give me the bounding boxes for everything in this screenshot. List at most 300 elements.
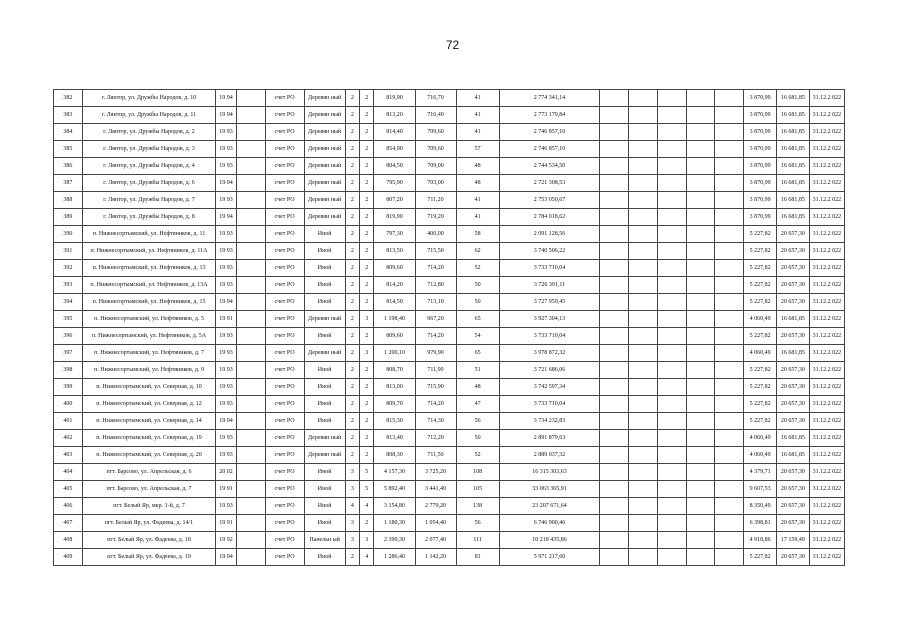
cell-empty [236,260,265,277]
cell-cost: 3 733 710,04 [499,328,600,345]
cell-empty [686,243,715,260]
cell-empty [686,311,715,328]
cell-empty [600,396,629,413]
cell-cost: 2 746 857,10 [499,124,600,141]
cell-account: счет РО [265,311,304,328]
cell-account: счет РО [265,158,304,175]
cell-empty [657,515,686,532]
cell-wall-material: Иной [304,413,345,430]
cell-empty [715,243,744,260]
cell-empty [600,379,629,396]
cell-area-total: 809,60 [374,260,415,277]
cell-empty [715,311,744,328]
cell-floors: 3 [345,481,359,498]
table-row [54,141,845,158]
cell-deadline: 31.12.2 022 [809,311,844,328]
cell-area-living: 712,20 [415,430,456,447]
cell-rate-limit: 20 657,30 [777,515,810,532]
cell-address: пгт. Белый Яр, ул. Фадеева, д. 18 [82,532,216,549]
cell-deadline: 31.12.2 022 [809,158,844,175]
cell-empty [657,362,686,379]
cell-year: 19 93 [216,498,237,515]
cell-deadline: 31.12.2 022 [809,549,844,566]
cell-entrances: 2 [360,192,374,209]
cell-residents: 65 [456,311,499,328]
cell-area-living: 711,50 [415,447,456,464]
cell-area-total: 814,50 [374,294,415,311]
cell-area-living: 714,30 [415,413,456,430]
cell-empty [236,192,265,209]
cell-number: 384 [54,124,83,141]
cell-number: 383 [54,107,83,124]
table-row [54,345,845,362]
cell-rate-per-sqm: 5 227,82 [744,379,777,396]
cell-account: счет РО [265,362,304,379]
cell-rate-per-sqm: 5 227,82 [744,294,777,311]
cell-number: 409 [54,549,83,566]
cell-address: п. Нижнесортымский, ул. Северная, д. 14 [82,413,216,430]
cell-rate-limit: 20 657,30 [777,277,810,294]
cell-wall-material: Деревян ный [304,175,345,192]
cell-number: 406 [54,498,83,515]
cell-empty [715,362,744,379]
cell-wall-material: Иной [304,498,345,515]
cell-floors: 2 [345,328,359,345]
cell-number: 403 [54,447,83,464]
cell-residents: 54 [456,328,499,345]
cell-empty [629,498,658,515]
cell-empty [686,175,715,192]
cell-wall-material: Иной [304,396,345,413]
cell-empty [236,226,265,243]
cell-area-living: 3 725,20 [415,464,456,481]
cell-rate-limit: 20 657,30 [777,413,810,430]
cell-empty [236,345,265,362]
cell-rate-limit: 16 681,85 [777,90,810,107]
cell-number: 389 [54,209,83,226]
cell-entrances: 2 [360,90,374,107]
cell-empty [657,549,686,566]
cell-wall-material: Деревян ный [304,447,345,464]
cell-rate-limit: 16 681,85 [777,430,810,447]
cell-number: 391 [54,243,83,260]
cell-area-living: 1 054,40 [415,515,456,532]
cell-empty [236,464,265,481]
cell-empty [657,107,686,124]
cell-empty [600,90,629,107]
cell-cost: 2 746 857,10 [499,141,600,158]
cell-empty [236,447,265,464]
cell-rate-per-sqm: 3 870,99 [744,175,777,192]
cell-empty [715,396,744,413]
cell-area-living: 713,10 [415,294,456,311]
cell-empty [657,90,686,107]
cell-residents: 111 [456,532,499,549]
cell-empty [629,362,658,379]
table-row [54,447,845,464]
cell-empty [657,481,686,498]
cell-year: 19 93 [216,141,237,158]
cell-rate-limit: 16 681,85 [777,311,810,328]
cell-account: счет РО [265,226,304,243]
cell-empty [686,328,715,345]
cell-empty [715,549,744,566]
cell-cost: 6 746 900,46 [499,515,600,532]
cell-empty [629,141,658,158]
cell-year: 19 93 [216,328,237,345]
cell-account: счет РО [265,515,304,532]
cell-empty [600,158,629,175]
cell-rate-limit: 20 657,30 [777,226,810,243]
cell-area-living: 714,20 [415,328,456,345]
cell-entrances: 3 [360,345,374,362]
cell-empty [629,379,658,396]
cell-area-total: 819,90 [374,209,415,226]
cell-floors: 2 [345,345,359,362]
cell-area-total: 795,90 [374,175,415,192]
table-row [54,107,845,124]
cell-empty [629,481,658,498]
cell-address: пгт. Белый Яр, мкр. 1-й, д. 7 [82,498,216,515]
cell-area-total: 807,20 [374,192,415,209]
cell-empty [236,158,265,175]
cell-empty [236,294,265,311]
cell-empty [715,209,744,226]
cell-address: г. Лянтор, ул. Дружбы Народов, д. 6 [82,175,216,192]
cell-empty [236,107,265,124]
cell-empty [657,192,686,209]
cell-wall-material: Деревян ный [304,430,345,447]
cell-empty [629,107,658,124]
cell-cost: 3 734 232,83 [499,413,600,430]
cell-cost: 5 971 217,60 [499,549,600,566]
table-row [54,90,845,107]
cell-year: 19 93 [216,243,237,260]
cell-number: 392 [54,260,83,277]
cell-empty [600,328,629,345]
cell-deadline: 31.12.2 022 [809,209,844,226]
cell-empty [715,107,744,124]
cell-floors: 2 [345,362,359,379]
cell-area-total: 1 180,30 [374,515,415,532]
page-number: 72 [445,38,460,52]
cell-empty [629,515,658,532]
cell-account: счет РО [265,430,304,447]
cell-account: счет РО [265,498,304,515]
cell-empty [715,175,744,192]
cell-address: п. Нижнесортымский, ул. Нефтяников, д. 11А [82,243,216,260]
cell-empty [236,362,265,379]
cell-floors: 3 [345,515,359,532]
cell-entrances: 2 [360,226,374,243]
cell-year: 19 91 [216,311,237,328]
cell-rate-per-sqm: 5 227,82 [744,549,777,566]
cell-address: г. Лянтор, ул. Дружбы Народов, д. 7 [82,192,216,209]
cell-area-living: 1 142,20 [415,549,456,566]
cell-cost: 3 727 959,45 [499,294,600,311]
cell-empty [657,260,686,277]
cell-rate-per-sqm: 9 607,53 [744,481,777,498]
cell-empty [600,345,629,362]
cell-entrances: 2 [360,294,374,311]
cell-number: 408 [54,532,83,549]
cell-floors: 3 [345,532,359,549]
cell-empty [686,141,715,158]
cell-year: 19 93 [216,379,237,396]
cell-year: 19 93 [216,447,237,464]
cell-residents: 62 [456,243,499,260]
table-row [54,464,845,481]
table-row [54,294,845,311]
cell-area-living: 967,20 [415,311,456,328]
cell-empty [236,141,265,158]
cell-rate-per-sqm: 3 870,99 [744,90,777,107]
cell-account: счет РО [265,549,304,566]
cell-floors: 2 [345,379,359,396]
cell-empty [715,294,744,311]
cell-cost: 10 218 435,86 [499,532,600,549]
cell-rate-per-sqm: 5 227,82 [744,396,777,413]
cell-floors: 2 [345,294,359,311]
cell-address: п. Нижнесортымский, ул. Нефтяников, д. 13 [82,260,216,277]
cell-entrances: 2 [360,447,374,464]
cell-area-living: 703,00 [415,175,456,192]
cell-empty [715,413,744,430]
cell-floors: 3 [345,464,359,481]
cell-empty [686,379,715,396]
cell-cost: 3 740 506,22 [499,243,600,260]
cell-wall-material: Деревян ный [304,124,345,141]
cell-rate-per-sqm: 4 060,49 [744,430,777,447]
cell-residents: 108 [456,464,499,481]
cell-empty [657,430,686,447]
cell-rate-limit: 16 681,85 [777,107,810,124]
cell-entrances: 2 [360,396,374,413]
cell-address: пгт. Белый Яр, ул. Фадеева, д. 19 [82,549,216,566]
cell-empty [686,430,715,447]
cell-address: п. Нижнесортымский, ул. Нефтяников, д. 7 [82,345,216,362]
cell-area-living: 979,90 [415,345,456,362]
cell-cost: 3 733 710,04 [499,260,600,277]
cell-residents: 52 [456,447,499,464]
cell-empty [686,226,715,243]
cell-address: г. Лянтор, ул. Дружбы Народов, д. 10 [82,90,216,107]
cell-year: 19 93 [216,192,237,209]
cell-address: п. Нижнесортымский, ул. Нефтяников, д. 13А [82,277,216,294]
cell-wall-material: Деревян ный [304,90,345,107]
cell-address: п. Нижнесортымский, ул. Нефтяников, д. 15 [82,294,216,311]
cell-empty [686,362,715,379]
cell-deadline: 31.12.2 022 [809,175,844,192]
cell-address: п. Нижнесортымский, ул. Нефтяников, д. 5А [82,328,216,345]
cell-empty [715,192,744,209]
cell-year: 19 93 [216,345,237,362]
cell-empty [236,90,265,107]
cell-empty [236,413,265,430]
cell-area-total: 3 154,80 [374,498,415,515]
cell-cost: 2 753 050,67 [499,192,600,209]
cell-empty [715,379,744,396]
cell-deadline: 31.12.2 022 [809,413,844,430]
cell-floors: 2 [345,447,359,464]
cell-residents: 48 [456,175,499,192]
cell-entrances: 2 [360,124,374,141]
cell-number: 390 [54,226,83,243]
cell-empty [600,243,629,260]
cell-deadline: 31.12.2 022 [809,532,844,549]
cell-empty [657,379,686,396]
cell-empty [629,124,658,141]
cell-rate-per-sqm: 4 060,49 [744,447,777,464]
cell-wall-material: Панельн ый [304,532,345,549]
cell-empty [715,277,744,294]
cell-rate-limit: 20 657,30 [777,549,810,566]
cell-account: счет РО [265,345,304,362]
cell-empty [686,532,715,549]
cell-rate-limit: 16 681,85 [777,345,810,362]
cell-wall-material: Иной [304,379,345,396]
table-row [54,498,845,515]
cell-cost: 2 889 037,32 [499,447,600,464]
cell-empty [715,481,744,498]
cell-rate-per-sqm: 5 227,82 [744,260,777,277]
cell-entrances: 2 [360,413,374,430]
cell-empty [629,345,658,362]
cell-floors: 2 [345,413,359,430]
cell-residents: 138 [456,498,499,515]
cell-number: 388 [54,192,83,209]
table-row [54,379,845,396]
cell-number: 382 [54,90,83,107]
cell-area-living: 712,80 [415,277,456,294]
cell-empty [236,243,265,260]
cell-empty [629,192,658,209]
cell-entrances: 2 [360,430,374,447]
cell-cost: 2 744 534,50 [499,158,600,175]
cell-empty [686,498,715,515]
cell-entrances: 2 [360,277,374,294]
cell-area-total: 1 198,40 [374,311,415,328]
cell-floors: 4 [345,498,359,515]
cell-empty [600,447,629,464]
cell-empty [600,141,629,158]
cell-residents: 48 [456,158,499,175]
cell-rate-limit: 20 657,30 [777,243,810,260]
cell-entrances: 4 [360,498,374,515]
cell-wall-material: Деревян ный [304,311,345,328]
cell-entrances: 2 [360,141,374,158]
cell-account: счет РО [265,277,304,294]
cell-empty [236,209,265,226]
cell-rate-per-sqm: 6 398,81 [744,515,777,532]
cell-empty [629,532,658,549]
table-row [54,243,845,260]
cell-year: 19 93 [216,158,237,175]
cell-rate-limit: 16 681,85 [777,141,810,158]
cell-account: счет РО [265,175,304,192]
cell-account: счет РО [265,192,304,209]
cell-empty [629,430,658,447]
cell-deadline: 31.12.2 022 [809,294,844,311]
cell-deadline: 31.12.2 022 [809,328,844,345]
cell-rate-limit: 16 681,85 [777,124,810,141]
cell-area-living: 709,00 [415,158,456,175]
cell-empty [600,515,629,532]
cell-area-total: 813,50 [374,243,415,260]
cell-area-total: 4 157,30 [374,464,415,481]
cell-area-living: 714,20 [415,396,456,413]
cell-empty [686,447,715,464]
cell-deadline: 31.12.2 022 [809,243,844,260]
cell-residents: 48 [456,379,499,396]
cell-area-total: 2 399,30 [374,532,415,549]
cell-empty [629,549,658,566]
table-body [54,90,845,566]
cell-empty [236,430,265,447]
cell-empty [236,311,265,328]
cell-area-total: 808,30 [374,447,415,464]
cell-deadline: 31.12.2 022 [809,141,844,158]
table-row [54,532,845,549]
cell-residents: 50 [456,430,499,447]
cell-number: 402 [54,430,83,447]
table-row [54,260,845,277]
cell-rate-per-sqm: 5 227,82 [744,413,777,430]
cell-area-living: 714,20 [415,260,456,277]
cell-area-living: 715,50 [415,243,456,260]
cell-area-living: 716,70 [415,90,456,107]
cell-empty [629,294,658,311]
cell-number: 399 [54,379,83,396]
cell-wall-material: Иной [304,260,345,277]
cell-empty [657,464,686,481]
cell-rate-per-sqm: 5 227,82 [744,226,777,243]
cell-entrances: 5 [360,464,374,481]
cell-floors: 2 [345,175,359,192]
cell-cost: 33 063 365,91 [499,481,600,498]
cell-empty [236,379,265,396]
table-row [54,158,845,175]
table-row [54,277,845,294]
cell-empty [686,294,715,311]
cell-deadline: 31.12.2 022 [809,379,844,396]
cell-number: 405 [54,481,83,498]
table-row [54,124,845,141]
cell-empty [600,464,629,481]
cell-wall-material: Иной [304,481,345,498]
cell-empty [600,277,629,294]
cell-account: счет РО [265,260,304,277]
cell-empty [236,277,265,294]
cell-empty [657,226,686,243]
cell-wall-material: Иной [304,549,345,566]
cell-year: 19 93 [216,362,237,379]
cell-residents: 41 [456,107,499,124]
cell-deadline: 31.12.2 022 [809,481,844,498]
cell-year: 19 94 [216,549,237,566]
cell-year: 19 91 [216,481,237,498]
cell-residents: 47 [456,396,499,413]
cell-number: 401 [54,413,83,430]
cell-deadline: 31.12.2 022 [809,447,844,464]
cell-empty [715,345,744,362]
cell-residents: 52 [456,260,499,277]
cell-account: счет РО [265,243,304,260]
cell-area-total: 814,40 [374,124,415,141]
cell-cost: 3 733 710,04 [499,396,600,413]
cell-floors: 2 [345,396,359,413]
cell-residents: 41 [456,192,499,209]
